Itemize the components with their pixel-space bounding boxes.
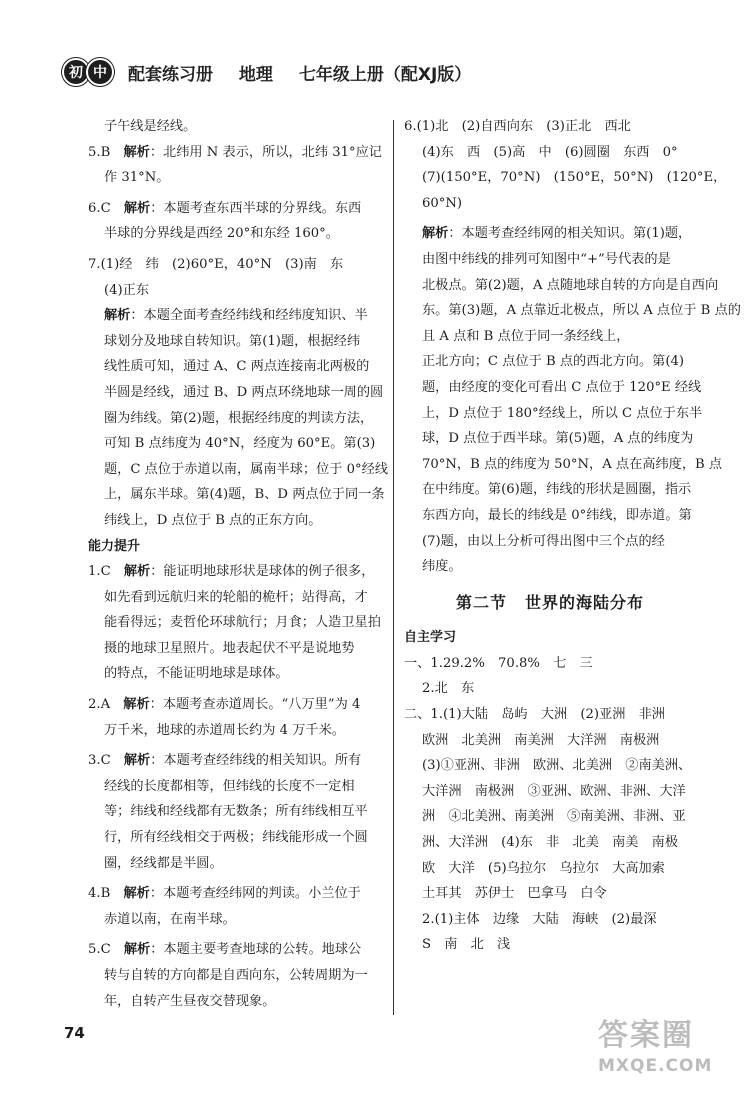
q5-answer: 5.B	[88, 144, 111, 160]
q6-analysis-text: (7)题，由以上分析可得出图中三个点的经	[422, 533, 665, 549]
q7-analysis-text: ：本题全面考查经纬线和经纬度知识、半	[130, 308, 368, 324]
q6-analysis-text: 北极点。第(2)题，A 点随地球自转的方向是自西向	[422, 277, 719, 293]
answer-line: 欧 大洋 (5)乌拉尔 乌拉尔 大高加索	[422, 860, 665, 876]
answer-line: S 南 北 浅	[422, 937, 511, 953]
a-q1-text: 摄的地球卫星照片。地表起伏不平是说地势	[104, 640, 355, 656]
q6-analysis-text: 东。第(3)题，A 点靠近北极点，所以 A 点位于 B 点的	[422, 303, 741, 319]
answer-q6-grid	[404, 114, 727, 216]
a-q4-text: 赤道以南，在南半球。	[104, 911, 236, 927]
header-subject: 地理	[238, 64, 273, 85]
analysis-label: 解析	[123, 200, 151, 216]
self-study-answers	[404, 651, 696, 958]
q7-line-1: 7.(1)经 纬 (2)60°E，40°N (3)南 东	[88, 256, 344, 272]
a-q1-text: 能看得远；麦哲伦环球航行；月食；人造卫星拍	[104, 615, 381, 631]
q6-answer: 6.C	[88, 200, 111, 216]
answer-line: 2.(1)主体 边缘 大陆 海峡 (2)最深	[422, 911, 657, 927]
q7-analysis-text: 可知 B 点纬度为 40°N，经度为 60°E。第(3)	[104, 436, 376, 452]
a-q3-answer: 3.C	[88, 753, 111, 769]
q6-grid-line: 60°N)	[422, 195, 463, 211]
q6-analysis-text: 70°N，B 点的纬度为 50°N，A 点在高纬度，B 点	[422, 456, 723, 472]
left-column	[88, 114, 389, 1014]
ability-q5	[88, 937, 378, 1014]
section-title	[404, 590, 696, 616]
a-q4-text: ：本题考查经纬网的判读。小兰位于	[149, 886, 361, 902]
answer-line: (3)①亚洲、非洲 欧洲、北美洲 ②南美洲、	[422, 758, 692, 774]
q6-analysis-text: 正北方向；C 点位于 B 点的西北方向。第(4)	[422, 354, 685, 370]
series-badge	[62, 58, 110, 86]
analysis-label: 解析	[123, 564, 151, 580]
analysis-label: 解析	[104, 308, 131, 324]
column-divider	[393, 120, 394, 1015]
q6-grid-line: (4)东 西 (5)高 中 (6)圆圈 东西 0°	[422, 144, 678, 160]
q6-analysis-text: 纬度。	[422, 559, 462, 575]
section-heading-self-study: 自主学习	[404, 630, 457, 646]
page-number: 74	[64, 1024, 85, 1042]
section-number: 第二节	[455, 592, 507, 612]
section-heading-ability: 能力提升	[88, 538, 141, 554]
q6-grid-line: 6.(1)北 (2)自西向东 (3)正北 西北	[404, 119, 631, 134]
a-q3-text: 等；纬线和经线都有无数条；所有纬线相互平	[104, 804, 368, 820]
ability-q3	[88, 748, 378, 876]
q5-text-1: ：北纬用 N 表示，所以，北纬 31°应记	[149, 144, 382, 160]
a-q5-answer: 5.C	[88, 942, 111, 958]
ability-q4	[88, 881, 378, 932]
q7-analysis-text: 球划分及地球自转知识。第(1)题，根据经纬	[104, 333, 361, 349]
q7-analysis-text: 上，属东半球。第(4)题，B、D 两点位于同一条	[104, 487, 385, 503]
q7-analysis-text: 题，C 点位于赤道以南，属南半球；位于 0°经线	[104, 461, 389, 477]
a-q1-text: 如先看到远航归来的轮船的桅杆；站得高，才	[104, 589, 368, 605]
answer-q7	[88, 252, 389, 534]
page-header	[62, 52, 471, 92]
q5-text-2: 作 31°N。	[104, 170, 170, 186]
answer-q6	[88, 196, 378, 247]
analysis-label: 解析	[123, 886, 150, 902]
answer-line: 2.北 东	[422, 681, 475, 697]
q6-text-2: 半球的分界线是西经 20°和东经 160°。	[104, 226, 339, 242]
watermark-text: 答案圈	[598, 1018, 694, 1053]
q4-tail: 子午线是经线。	[104, 119, 197, 134]
q6-analysis-text: 在中纬度。第(6)题，纬线的形状是圆圈，指示	[422, 482, 692, 498]
q7-analysis-text: 半圆是经线，通过 B、D 两点环绕地球一周的圆	[104, 384, 384, 400]
answer-line: 一、1.29.2% 70.8% 七 三	[404, 655, 593, 671]
analysis-label: 解析	[123, 144, 150, 160]
a-q1-text: ：能证明地球形状是球体的例子很多，	[150, 564, 375, 580]
analysis-label: 解析	[422, 226, 449, 242]
q7-line-2: (4)正东	[104, 282, 150, 298]
a-q2-text: ：本题考查赤道周长。“八万里”为 4	[149, 697, 361, 713]
q6-grid-line: (7)(150°E，70°N) (150°E，50°N) (120°E，	[422, 170, 727, 186]
analysis-label: 解析	[123, 697, 150, 713]
a-q1-text: 的特点，不能证明地球是球体。	[104, 666, 289, 682]
a-q5-text: 转与自转的方向都是自西向东，公转周期为一	[104, 968, 368, 983]
q6-analysis-text: 题，由经度的变化可看出 C 点位于 120°E 经线	[422, 379, 702, 395]
a-q2-answer: 2.A	[88, 697, 111, 713]
watermark-url: MXQE.COM	[598, 1056, 713, 1076]
a-q3-text: ：本题考查经纬线的相关知识。所有	[150, 753, 362, 769]
q7-analysis-text: 线性质可知，通过 A、C 两点连接南北两极的	[104, 359, 370, 375]
q6-analysis-text: 球，D 点位于西半球。第(5)题，A 点的纬度为	[422, 431, 694, 447]
badge-char-1: 初	[62, 58, 90, 86]
a-q5-text: ：本题主要考查地球的公转。地球公	[150, 942, 362, 958]
header-title	[128, 60, 471, 85]
q6-analysis-text: 由图中纬线的排列可知图中“+”号代表的是	[422, 251, 671, 267]
analysis-label: 解析	[123, 942, 151, 958]
q6-analysis-text: 东西方向，最长的纬线是 0°纬线，即赤道。第	[422, 507, 692, 523]
q6-analysis-text: 上，D 点位于 180°经线上，所以 C 点位于东半	[422, 405, 703, 421]
a-q1-answer: 1.C	[88, 564, 111, 580]
answer-line: 大洋洲 南极洲 ③亚洲、欧洲、非洲、大洋	[422, 783, 686, 799]
answer-line: 欧洲 北美洲 南美洲 大洋洲 南极洲	[422, 732, 660, 748]
q6-analysis-text: ：本题考查经纬网的相关知识。第(1)题，	[448, 226, 692, 242]
ability-q2	[88, 692, 378, 743]
answer-q5	[88, 140, 382, 191]
a-q2-text: 万千米，地球的赤道周长约为 4 万千米。	[104, 722, 345, 738]
q6-analysis	[404, 221, 741, 579]
a-q5-text: 年，自转产生昼夜交替现象。	[104, 993, 276, 1009]
header-book: 配套练习册	[128, 64, 213, 85]
badge-char-2: 中	[86, 58, 114, 86]
a-q3-text: 行，所有经线相交于两极；纬线能形成一个圆	[104, 830, 368, 846]
section-name: 世界的海陆分布	[525, 592, 645, 612]
ability-q1	[88, 559, 381, 687]
answer-line: 土耳其 苏伊士 巴拿马 白令	[422, 886, 607, 902]
answer-line: 二、1.(1)大陆 岛屿 大洲 (2)亚洲 非洲	[404, 707, 665, 723]
header-grade: 七年级上册（配XJ版）	[298, 64, 472, 85]
analysis-label: 解析	[123, 753, 151, 769]
a-q4-answer: 4.B	[88, 886, 111, 902]
q6-text-1: ：本题考查东西半球的分界线。东西	[150, 200, 362, 216]
watermark	[598, 1010, 748, 1088]
a-q3-text: 经线的长度都相等，但纬线的长度不一定相	[104, 778, 355, 794]
answer-line: 洲 ④北美洲、南美洲 ⑤南美洲、非洲、亚	[422, 809, 686, 825]
answer-line: 洲、大洋洲 (4)东 非 北美 南美 南极	[422, 835, 679, 851]
q6-analysis-text: 且 A 点和 B 点位于同一条经线上，	[422, 328, 630, 344]
q7-analysis-text: 圈为纬线。第(2)题，根据经纬度的判读方法，	[104, 410, 374, 426]
a-q3-text: 圈，经线都是半圆。	[104, 855, 223, 871]
q7-analysis-text: 纬线上，D 点位于 B 点的正东方向。	[104, 512, 322, 528]
right-column	[404, 114, 741, 958]
